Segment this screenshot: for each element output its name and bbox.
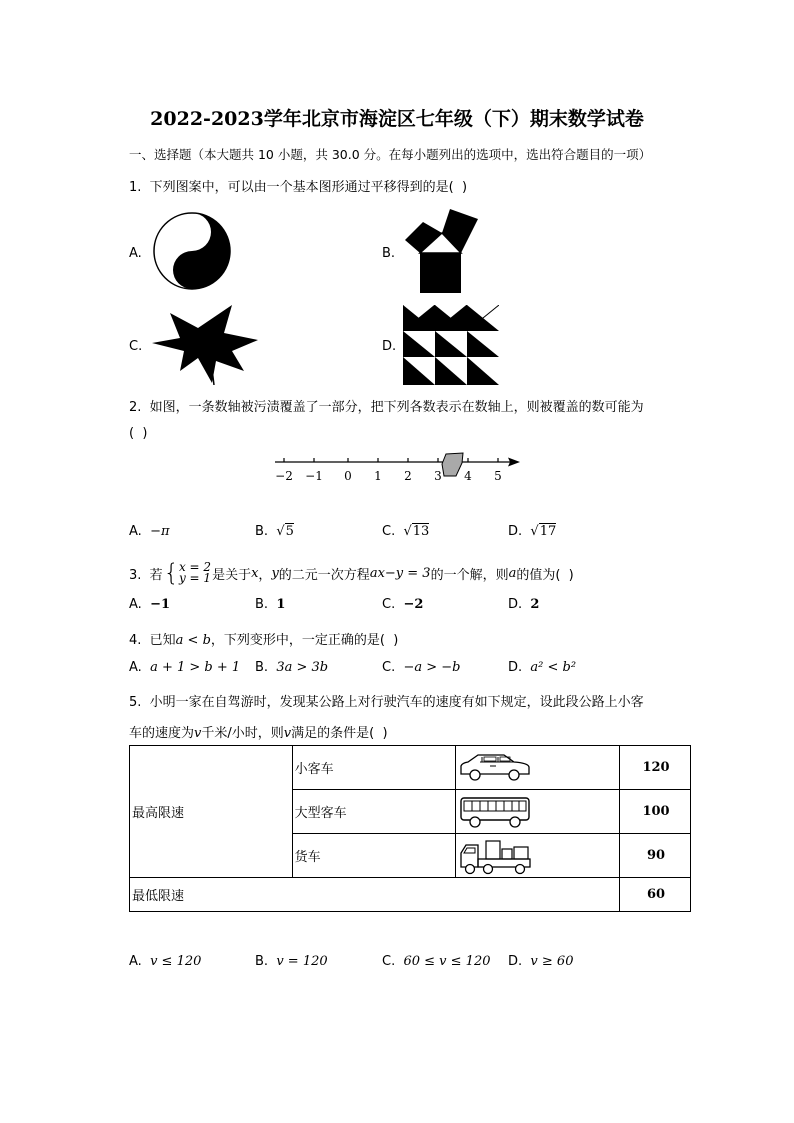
vehicle-type: 大型客车 — [292, 790, 456, 834]
q3-option-a[interactable]: A. −1 — [129, 597, 171, 612]
min-limit-label: 最低限速 — [130, 878, 620, 912]
q4-option-a[interactable]: A. a + 1 > b + 1 — [129, 660, 241, 675]
vehicle-icon-cell — [456, 834, 620, 878]
q2-option-c[interactable]: C. √13 — [382, 524, 430, 539]
triangle-pattern-icon — [403, 305, 499, 385]
sqrt-symbol: √17 — [530, 524, 557, 539]
tick-label: 3 — [434, 469, 442, 483]
q5-option-b[interactable]: B. v = 120 — [255, 954, 328, 969]
tick-label: 5 — [494, 469, 502, 483]
page-title: 2022-2023学年北京市海淀区七年级（下）期末数学试卷 — [150, 108, 644, 130]
maple-leaf-icon — [150, 303, 262, 385]
max-limit-label: 最高限速 — [130, 746, 293, 878]
q1-option-a-label[interactable]: A. — [129, 246, 142, 261]
sqrt-symbol: √13 — [403, 524, 430, 539]
q4-stem: 4. 已知a < b，下列变形中，一定正确的是( ) — [129, 633, 399, 648]
vehicle-type: 小客车 — [292, 746, 456, 790]
q3-option-c[interactable]: C. −2 — [382, 597, 424, 612]
yin-yang-icon — [150, 211, 234, 291]
q1-option-b-label[interactable]: B. — [382, 246, 396, 261]
speed-value: 100 — [620, 790, 691, 834]
tick-label: 1 — [374, 469, 382, 483]
q3-option-b[interactable]: B. 1 — [255, 597, 286, 612]
truck-icon — [458, 837, 532, 875]
q2-option-b[interactable]: B. √5 — [255, 524, 294, 539]
number-line-figure — [270, 448, 526, 488]
tick-label: 4 — [464, 469, 472, 483]
q1-option-c-label[interactable]: C. — [129, 339, 143, 354]
sqrt-symbol: √5 — [276, 524, 294, 539]
tick-label: 0 — [344, 469, 352, 483]
q5-stem-line2: 车的速度为v千米/小时，则v满足的条件是( ) — [129, 726, 388, 741]
q3-stem: 3. 若 { x = 2 y = 1 是关于 x ， y 的二元一次方程 ax−y = 3 的一个解，则 a 的值为( ) — [129, 559, 574, 587]
q4-option-c[interactable]: C. −a > −b — [382, 660, 461, 675]
speed-limit-table — [129, 745, 691, 912]
speed-value: 90 — [620, 834, 691, 878]
q5-option-a[interactable]: A. v ≤ 120 — [129, 954, 202, 969]
tick-label: 2 — [404, 469, 412, 483]
q3-option-d[interactable]: D. 2 — [508, 597, 540, 612]
equation-system: { x = 2 y = 1 — [163, 559, 212, 587]
q4-option-b[interactable]: B. 3a > 3b — [255, 660, 329, 675]
tick-label: −2 — [275, 469, 293, 483]
vehicle-icon-cell — [456, 790, 620, 834]
table-row — [130, 746, 691, 790]
q5-option-d[interactable]: D. v ≥ 60 — [508, 954, 574, 969]
number-line-ticks — [284, 458, 498, 462]
min-speed-value: 60 — [620, 878, 691, 912]
table-row — [130, 878, 691, 912]
pythagoras-squares-icon — [402, 205, 478, 295]
ink-stain — [442, 453, 463, 476]
vehicle-icon-cell — [456, 746, 620, 790]
speed-value: 120 — [620, 746, 691, 790]
q2-stem-line1: 2. 如图，一条数轴被污渍覆盖了一部分，把下列各数表示在数轴上，则被覆盖的数可能为 — [129, 400, 644, 415]
brace-icon: { — [163, 559, 179, 587]
q1-option-d-label[interactable]: D. — [382, 339, 397, 354]
q4-option-d[interactable]: D. a² < b² — [508, 660, 577, 675]
car-icon — [458, 752, 532, 784]
q2-option-d[interactable]: D. √17 — [508, 524, 557, 539]
q5-stem-line1: 5. 小明一家在自驾游时，发现某公路上对行驶汽车的速度有如下规定，设此段公路上小客 — [129, 695, 644, 710]
bus-icon — [458, 794, 532, 830]
q2-option-a[interactable]: A. −π — [129, 524, 170, 539]
vehicle-type: 货车 — [292, 834, 456, 878]
q2-stem-line2: ( ) — [129, 426, 148, 441]
section-heading: 一、选择题（本大题共 10 小题，共 30.0 分。在每小题列出的选项中，选出符合题目的一项） — [129, 147, 652, 162]
q1-stem: 1. 下列图案中，可以由一个基本图形通过平移得到的是( ) — [129, 180, 468, 195]
tick-label: −1 — [305, 469, 323, 483]
q5-option-c[interactable]: C. 60 ≤ v ≤ 120 — [382, 954, 491, 969]
